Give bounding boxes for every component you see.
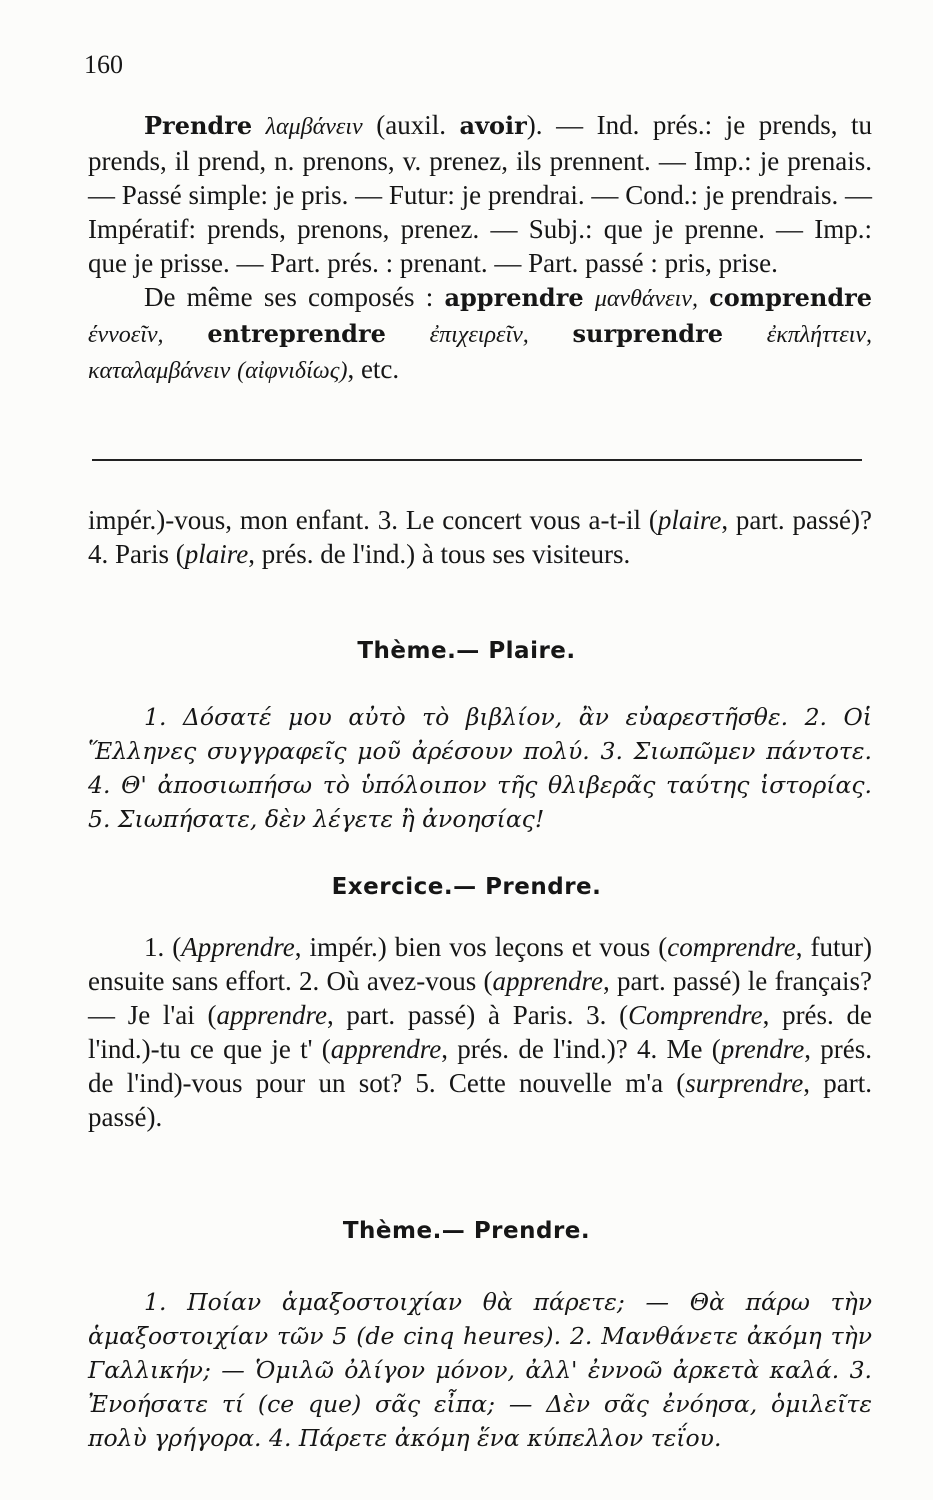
exercise-verb-italic: comprendre [667, 932, 796, 962]
section-divider [92, 459, 862, 461]
exercice-prendre-heading: Exercice.— Prendre. [331, 874, 602, 900]
continuation-text: , part. passé)? 4. Paris ( [88, 505, 872, 569]
verb-italic: plaire [657, 505, 722, 535]
theme-plaire-text: 1. Δόσατέ μου αὐτὸ τὸ βιβλίον, ἂν εὐαρεστῆσθε. 2. Οἱ Ἕλληνες συγγραφεῖς μοῦ ἀρέσουν πολύ. 3. Σιωπῶμεν πάντοτε. 4. Θ' ἀποσιωπήσω τὸ ὑπόλοιπον τῆς θλιβερᾶς ταύτης ἱστορίας. 5. Σιωπήσατε, δὲν λέγετε ἢ ἀνοησίας! [88, 703, 872, 833]
exercise-verb-italic: surprendre [685, 1068, 804, 1098]
exercice-prendre-section [88, 930, 872, 1134]
composes-tail: , etc. [347, 354, 400, 384]
exercise-verb-italic: apprendre [216, 1000, 327, 1030]
exercise-text: , part. passé) le français? — Je l'ai ( [88, 966, 872, 1030]
compose-gr: έννοεῖν, [88, 322, 164, 348]
exercise-text: , prés. de l'ind)-vous pour un sot? 5. Cette nouvelle m'a ( [88, 1034, 872, 1098]
exercise-text: , futur) ensuite sans effort. 2. Où avez-vous ( [88, 932, 872, 996]
compose-fr: comprendre [709, 283, 873, 312]
compose-gr: ἐκπλήττειν, καταλαμβάνειν [88, 322, 873, 384]
continuation-text: , prés. de l'ind.) à tous ses visiteurs. [248, 539, 631, 569]
composes-paragraph [88, 280, 872, 388]
conjugation-text: — Ind. prés.: je prends, tu prends, il prend, n. prenons, v. prenez, ils prennent. — Imp.: je prenais. — Passé simple: je pris. — Futur: je prendrai. — Cond.: je prendrais. — Impératif: prends, prenons, prenez. — Subj.: que je prenne. — Imp.: que je prisse. — Part. prés. : prenant. — Part. passé : pris, prise. [88, 110, 872, 278]
exercise-text: , impér.) bien vos leçons et vous ( [294, 932, 668, 962]
exercise-text: , part. passé). [88, 1068, 872, 1132]
exercise-text: 1. ( [144, 932, 182, 962]
headword-greek: λαμβάνειν [265, 114, 363, 140]
theme-plaire-heading: Thème.— Plaire. [357, 638, 576, 664]
theme-plaire-section [88, 700, 872, 836]
theme-prendre-section [88, 1285, 872, 1455]
exercise-text: , part. passé) à Paris. 3. ( [326, 1000, 629, 1030]
compose-fr: apprendre [444, 283, 584, 312]
verb-conjugation-section [88, 108, 872, 388]
exercise-verb-italic: prendre [720, 1034, 805, 1064]
theme-prendre-heading: Thème.— Prendre. [342, 1218, 591, 1244]
auxiliary-prefix: (auxil. [376, 110, 446, 140]
exercise-verb-italic: apprendre [330, 1034, 442, 1064]
conjugation-paragraph [88, 108, 872, 280]
compose-gr: μανθάνειν, [594, 286, 698, 312]
verb-italic: plaire [184, 539, 249, 569]
auxiliary-suffix: ). [526, 110, 543, 140]
auxiliary-word: avoir [459, 111, 527, 140]
exercise-verb-italic: Comprendre [628, 1000, 763, 1030]
headword: Prendre [144, 111, 253, 140]
compose-fr: surprendre [572, 319, 723, 348]
exercice-prendre-text [88, 930, 872, 1134]
exercise-verb-italic: Apprendre [181, 932, 295, 962]
exercise-text: , prés. de l'ind.)-tu ce que je t' ( [88, 1000, 872, 1064]
page-number: 160 [84, 50, 123, 79]
continuation-section [88, 503, 872, 571]
theme-prendre-text: 1. Ποίαν ἁμαξοστοιχίαν θὰ πάρετε; — Θὰ πάρω τὴν ἁμαξοστοιχίαν τῶν 5 (de cinq heures). 2. Μανθάνετε ἀκόμη τὴν Γαλλικήν; — Ὁμιλῶ ὀλίγον μόνον, ἀλλ' ἐννοῶ ἀρκετὰ καλά. 3. Ἐνοήσατε τί (ce que) σᾶς εἶπα; — Δὲν σᾶς ἐνόησα, ὁμιλεῖτε πολὺ γρήγορα. 4. Πάρετε ἀκόμη ἕνα κύπελλον τεΐου. [88, 1288, 872, 1452]
composes-intro: De même ses composés : [144, 282, 445, 312]
exercise-text: , prés. de l'ind.)? 4. Me ( [441, 1034, 721, 1064]
exercise-verb-italic: apprendre [492, 966, 604, 996]
continuation-text: impér.)-vous, mon enfant. 3. Le concert vous a-t-il ( [88, 505, 658, 535]
composes-tail-greek: (αἰφνιδίως) [237, 358, 348, 384]
continuation-paragraph [88, 503, 872, 571]
compose-fr: entreprendre [207, 319, 386, 348]
compose-gr: ἐπιχειρεῖν, [429, 322, 529, 348]
